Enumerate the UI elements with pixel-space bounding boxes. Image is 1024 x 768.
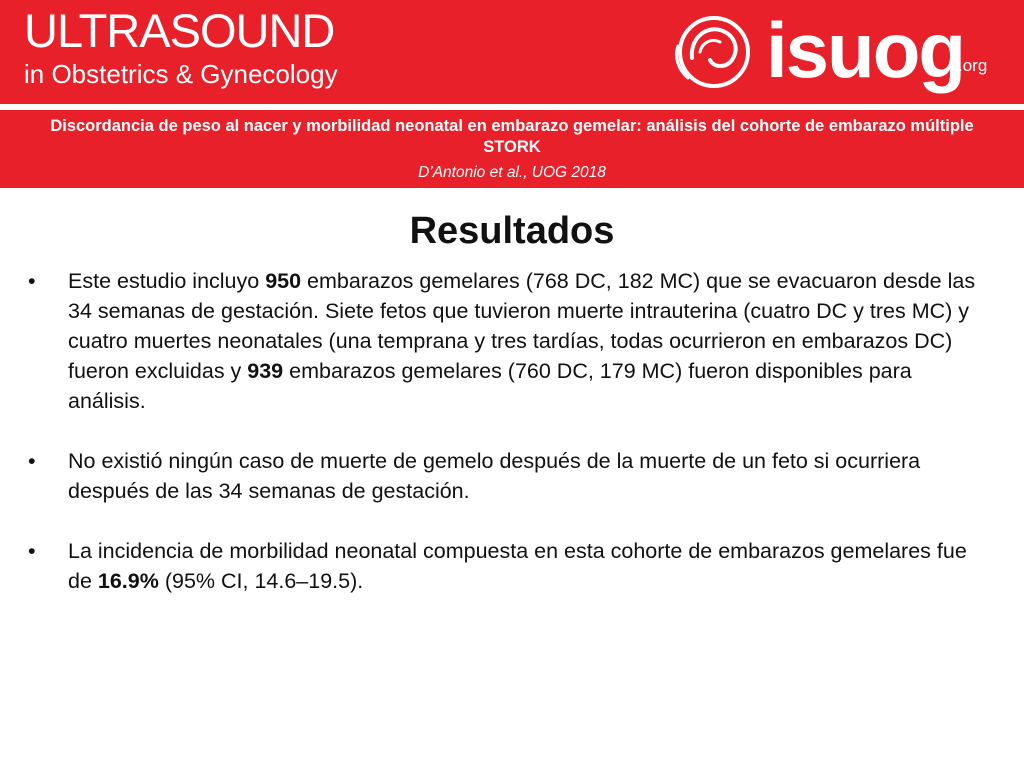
isuog-logo-text: isuog [766,6,964,94]
bullet-item [28,266,988,416]
article-citation: D’Antonio et al., UOG 2018 [418,164,606,181]
journal-title: ULTRASOUND [24,4,335,57]
bullet-text: (95% CI, 14.6–19.5). [158,569,364,593]
bullet-item [28,536,988,596]
bullet-marker: • [28,269,36,293]
bullet-highlight: 16.9% [97,569,159,593]
bullet-marker: • [28,449,36,473]
bullet-text: No existió ningún caso de muerte de gemelo después de la muerte de un feto si ocurriera después de las 34 semanas de gestación. [68,449,921,503]
bullet-marker: • [28,539,36,563]
bullet-text: La incidencia de morbilidad neonatal compuesta en esta cohorte de embarazos gemelares fue de [68,539,967,593]
section-title: Resultados [409,210,615,252]
journal-header [0,0,1024,188]
bullet-highlight: 950 [265,269,302,293]
bullet-text: embarazos gemelares (768 DC, 182 MC) que se evacuaron desde las 34 semanas de gestación. Siete fetos que tuvieron muerte intrauterina (cuatro DC y tres MC) y cuatro muertes neonatales (una temprana y tres tardías, todas ocurrieron en embarazos DC) fueron excluidas y [68,269,976,383]
isuog-logo[interactable] [670,8,1010,100]
results-bullet-list [28,266,988,596]
isuog-logo-suffix: .org [958,56,988,75]
journal-subtitle: in Obstetrics & Gynecology [24,59,338,89]
bullet-item [28,446,988,506]
article-title: Discordancia de peso al nacer y morbilidad neonatal en embarazo gemelar: análisis del cohorte de embarazo múltiple STORK [50,117,974,156]
bullet-highlight: 939 [247,359,284,383]
bullet-text: Este estudio incluyo [68,269,266,293]
header-divider [0,104,1024,110]
bullet-text: embarazos gemelares (760 DC, 179 MC) fueron disponibles para análisis. [68,359,912,413]
isuog-fetus-icon [670,12,760,97]
